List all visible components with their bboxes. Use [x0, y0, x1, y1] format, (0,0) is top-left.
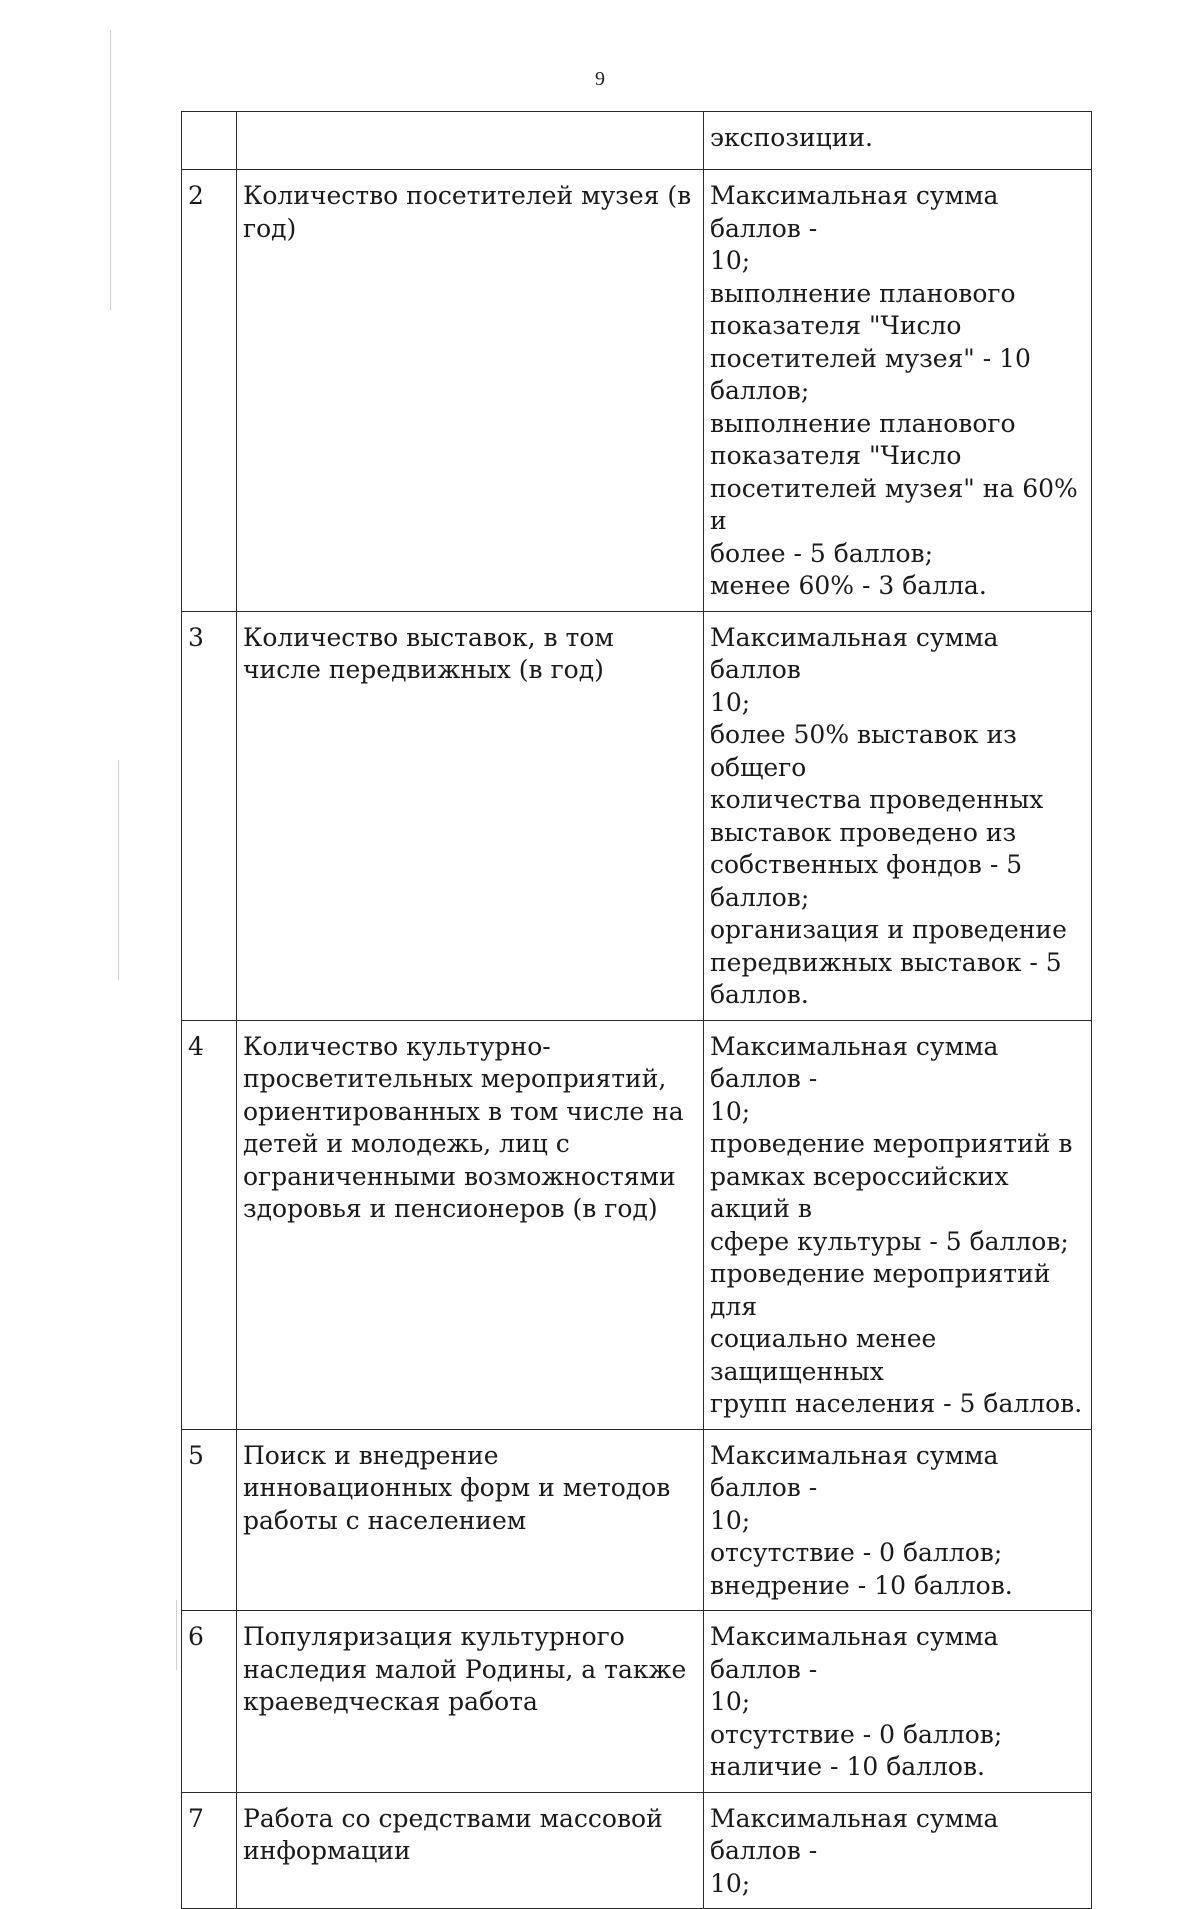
scoring-line: Максимальная сумма баллов - [710, 1031, 999, 1093]
criterion-scoring-cell [704, 1792, 1092, 1909]
scoring-line: внедрение - 10 баллов. [710, 1570, 1013, 1600]
scoring-line: более - 5 баллов; [710, 538, 934, 568]
scoring-line: 10; [710, 1096, 751, 1126]
scoring-line: Максимальная сумма баллов - [710, 1440, 999, 1502]
scoring-line: отсутствие - 0 баллов; [710, 1719, 1003, 1749]
criterion-name-cell: Популяризация культурного наследия малой Родины, а также краеведческая работа [237, 1611, 704, 1793]
scoring-line: Максимальная сумма баллов - [710, 1622, 999, 1684]
scoring-line: Максимальная сумма баллов - [710, 1803, 999, 1865]
scoring-line: социально менее защищенных [710, 1324, 937, 1386]
scoring-line: проведение мероприятий в [710, 1129, 1073, 1158]
scoring-line: баллов; [710, 376, 810, 405]
scoring-line: отсутствие - 0 баллов; [710, 1538, 1003, 1567]
scoring-line: 10; [710, 1868, 751, 1898]
table-row [182, 1611, 1092, 1793]
scoring-line: 10; [710, 1505, 751, 1535]
criterion-scoring-cell [704, 170, 1092, 612]
criterion-scoring-cell [704, 1611, 1092, 1793]
row-number-cell: 4 [182, 1020, 237, 1429]
scoring-line: Максимальная сумма баллов - [710, 181, 999, 243]
scoring-line: проведение мероприятий для [710, 1259, 1051, 1321]
row-number-cell [182, 112, 237, 170]
criterion-scoring-cell [704, 1020, 1092, 1429]
scoring-line: собственных фондов - 5 [710, 850, 1023, 879]
row-number-cell: 2 [182, 170, 237, 612]
scoring-line: рамках всероссийских акций в [710, 1161, 1009, 1223]
table-row [182, 611, 1092, 1020]
scan-edge-mark [176, 1600, 177, 1670]
table-row [182, 170, 1092, 612]
scoring-line: менее 60% - 3 балла. [710, 571, 987, 600]
row-number-cell: 3 [182, 611, 237, 1020]
criteria-table-body [182, 112, 1092, 1909]
row-number-cell: 6 [182, 1611, 237, 1793]
table-row [182, 1792, 1092, 1909]
scoring-line: групп населения - 5 баллов. [710, 1389, 1083, 1418]
scoring-line: количества проведенных [710, 785, 1044, 814]
criterion-name-cell: Количество посетителей музея (в год) [237, 170, 704, 612]
scan-edge-mark [118, 760, 119, 980]
scoring-line: передвижных выставок - 5 [710, 947, 1062, 977]
criterion-name-cell: Работа со средствами массовой информации [237, 1792, 704, 1909]
scoring-line: баллов; [710, 882, 810, 912]
scoring-line: баллов. [710, 980, 809, 1009]
row-number-cell: 7 [182, 1792, 237, 1909]
criterion-scoring-cell [704, 112, 1092, 170]
scoring-line: более 50% выставок из общего [710, 720, 1017, 782]
scoring-line: 10; [710, 1687, 751, 1716]
scoring-line: экспозиции. [710, 123, 873, 152]
scoring-line: 10; [710, 687, 751, 717]
criterion-name-cell: Количество культурно-просветительных мероприятий, ориентированных в том числе на детей и молодежь, лиц с ограниченными возможностями здоровья и пенсионеров (в год) [237, 1020, 704, 1429]
scoring-line: выполнение планового [710, 278, 1016, 308]
row-number-cell: 5 [182, 1429, 237, 1611]
scoring-line: выставок проведено из [710, 817, 1017, 847]
scoring-line: наличие - 10 баллов. [710, 1752, 985, 1781]
criterion-name-cell: Количество выставок, в том числе передвижных (в год) [237, 611, 704, 1020]
criterion-scoring-cell [704, 611, 1092, 1020]
scoring-line: 10; [710, 246, 751, 275]
criterion-scoring-cell [704, 1429, 1092, 1611]
table-row [182, 1429, 1092, 1611]
scoring-line: выполнение планового [710, 408, 1016, 438]
page-number: 9 [595, 68, 605, 90]
criteria-table [181, 111, 1092, 1909]
scoring-line: сфере культуры - 5 баллов; [710, 1226, 1069, 1256]
criterion-name-cell [237, 112, 704, 170]
scoring-line: организация и проведение [710, 915, 1067, 944]
scoring-line: показателя "Число [710, 311, 962, 340]
scoring-line: посетителей музея" на 60% и [710, 473, 1078, 535]
criterion-name-cell: Поиск и внедрение инновационных форм и методов работы с населением [237, 1429, 704, 1611]
table-row [182, 112, 1092, 170]
scoring-line: Максимальная сумма баллов [710, 622, 999, 684]
scoring-line: показателя "Число [710, 441, 962, 470]
scoring-line: посетителей музея" - 10 [710, 343, 1031, 373]
table-row [182, 1020, 1092, 1429]
